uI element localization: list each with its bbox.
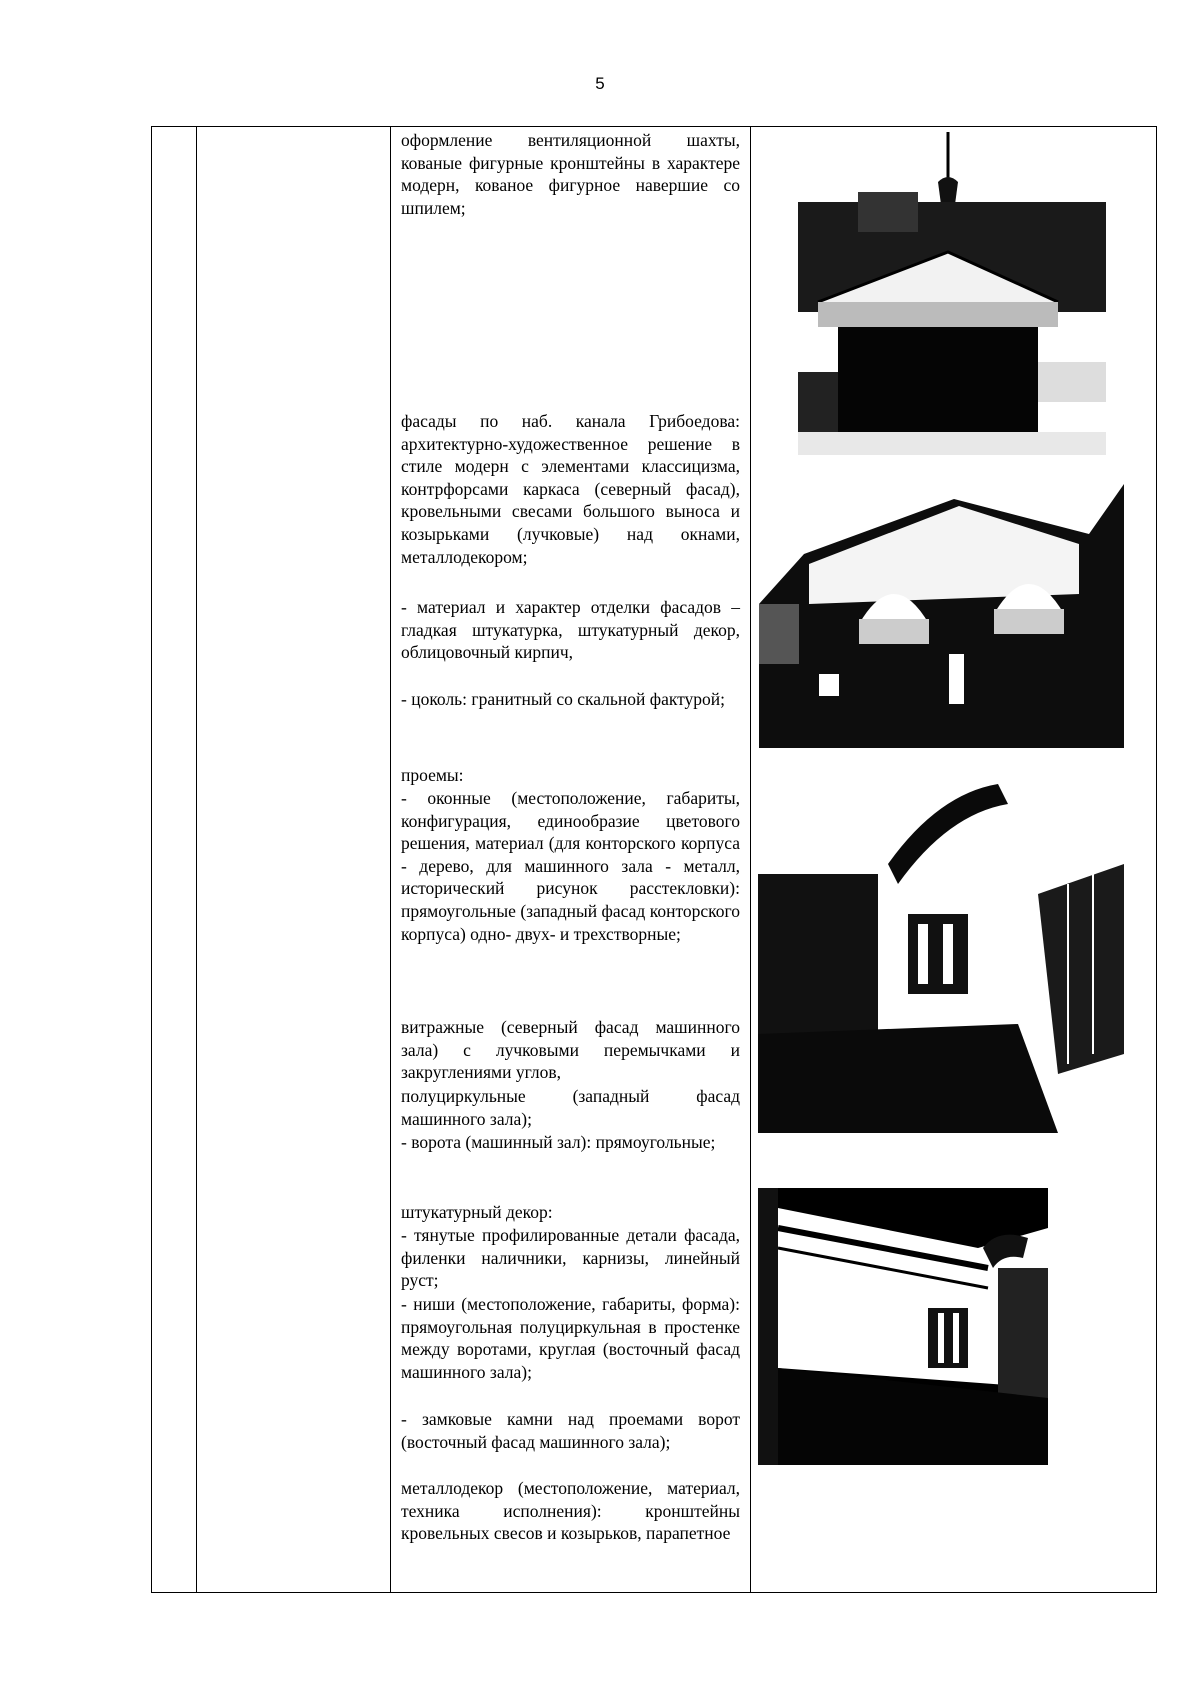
text-block: фасады по наб. канала Грибоедова: архитектурно-художественное решение в стиле модерн с элементами классицизма, контрфорсами каркаса (северный фасад), кровельными свесами большого выноса и козырьками (лучковые) над окнами, металлодекором;	[401, 411, 740, 567]
ventilation-shaft-photo	[798, 132, 1106, 455]
text-block: полуциркульные (западный фасад машинного зала);	[401, 1086, 740, 1129]
text-block: - ворота (машинный зал): прямоугольные;	[401, 1132, 716, 1152]
text-block: - цоколь: гранитный со скальной фактурой;	[401, 689, 725, 709]
text-block: - материал и характер отделки фасадов – гладкая штукатурка, штукатурный декор, облицовочный кирпич,	[401, 597, 740, 663]
text-block: металлодекор (местоположение, материал, техника исполнения): кронштейны кровельных свесов и козырьков, парапетное	[401, 1478, 740, 1544]
page-number: 5	[595, 74, 605, 93]
column-divider	[196, 127, 197, 1592]
text-block: - замковые камни над проемами ворот (восточный фасад машинного зала);	[401, 1409, 740, 1452]
text-block: - тянутые профилированные детали фасада, филенки наличники, карнизы, линейный руст;	[401, 1225, 740, 1291]
facade-arched-windows-photo	[759, 484, 1124, 748]
upper-facade-cornice-photo	[758, 1188, 1048, 1465]
building-corner-photo	[758, 774, 1124, 1133]
text-block: витражные (северный фасад машинного зала) с лучковыми перемычками и закруглениями углов,	[401, 1017, 740, 1083]
text-block: - оконные (местоположение, габариты, конфигурация, единообразие цветового решения, материал (для конторского корпуса - дерево, для машинного зала - металл, исторический рисунок расстекловки): прямоугольные (западный фасад конторского корпуса) одно- двух- и трехстворные;	[401, 788, 740, 944]
text-block: проемы:	[401, 765, 464, 785]
text-block: штукатурный декор:	[401, 1202, 553, 1222]
column-divider	[390, 127, 391, 1592]
column-divider	[750, 127, 751, 1592]
text-block: - ниши (местоположение, габариты, форма): прямоугольная полуциркульная в простенке между воротами, круглая (восточный фасад машинного зала);	[401, 1294, 740, 1382]
text-block: оформление вентиляционной шахты, кованые фигурные кронштейны в характере модерн, кованое фигурное навершие со шпилем;	[401, 130, 740, 218]
